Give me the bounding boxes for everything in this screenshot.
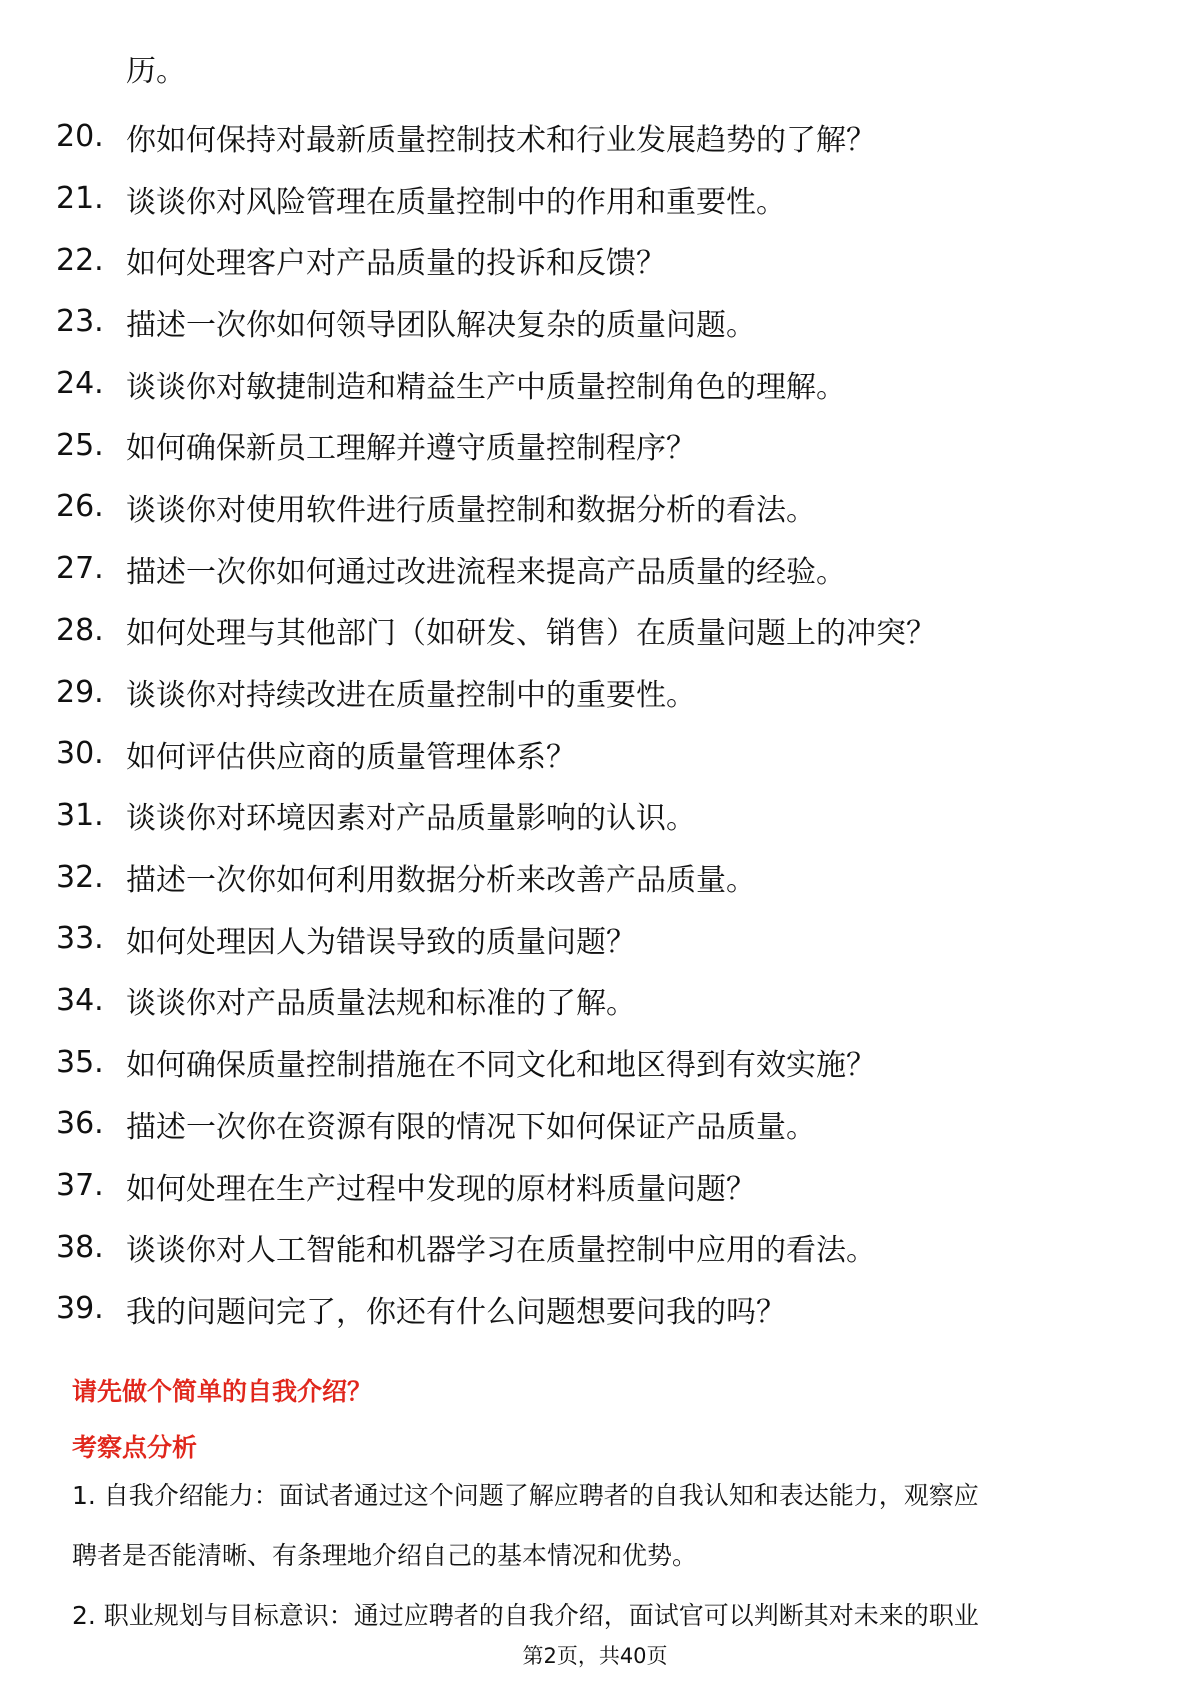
question-number: 33. xyxy=(56,921,104,957)
question-text: 如何评估供应商的质量管理体系？ xyxy=(126,739,576,775)
question-text: 如何处理因人为错误导致的质量问题？ xyxy=(126,924,636,960)
list-item xyxy=(56,476,936,538)
question-text: 描述一次你如何领导团队解决复杂的质量问题。 xyxy=(126,307,756,343)
list-item xyxy=(56,1093,936,1155)
question-text: 谈谈你对环境因素对产品质量影响的认识。 xyxy=(126,801,696,837)
continuation-text: 历。 xyxy=(126,54,186,89)
question-text: 如何确保新员工理解并遵守质量控制程序？ xyxy=(126,431,696,467)
question-number: 25. xyxy=(56,427,104,463)
question-number: 30. xyxy=(56,736,104,772)
question-number: 35. xyxy=(56,1044,104,1080)
question-number: 22. xyxy=(56,242,104,278)
question-text: 谈谈你对使用软件进行质量控制和数据分析的看法。 xyxy=(126,492,816,528)
question-text: 如何处理与其他部门（如研发、销售）在质量问题上的冲突？ xyxy=(126,616,936,652)
question-list xyxy=(56,106,936,1340)
question-number: 28. xyxy=(56,612,104,648)
question-number: 36. xyxy=(56,1106,104,1142)
list-item xyxy=(56,106,936,168)
question-number: 32. xyxy=(56,859,104,895)
list-item xyxy=(56,414,936,476)
list-item xyxy=(56,538,936,600)
question-text: 如何处理客户对产品质量的投诉和反馈？ xyxy=(126,246,666,282)
question-text: 描述一次你如何利用数据分析来改善产品质量。 xyxy=(126,863,756,899)
question-text: 你如何保持对最新质量控制技术和行业发展趋势的了解？ xyxy=(126,122,876,158)
question-number: 38. xyxy=(56,1229,104,1265)
list-item xyxy=(56,970,936,1032)
list-item xyxy=(56,908,936,970)
question-number: 26. xyxy=(56,489,104,525)
question-text: 描述一次你如何通过改进流程来提高产品质量的经验。 xyxy=(126,554,846,590)
question-number: 21. xyxy=(56,181,104,217)
question-number: 27. xyxy=(56,551,104,587)
list-item xyxy=(56,846,936,908)
list-item xyxy=(56,785,936,847)
question-text: 我的问题问完了，你还有什么问题想要问我的吗？ xyxy=(126,1294,786,1330)
question-text: 描述一次你在资源有限的情况下如何保证产品质量。 xyxy=(126,1109,816,1145)
question-text: 谈谈你对风险管理在质量控制中的作用和重要性。 xyxy=(126,184,786,220)
list-item xyxy=(56,1031,936,1093)
list-item xyxy=(56,1155,936,1217)
question-text: 谈谈你对人工智能和机器学习在质量控制中应用的看法。 xyxy=(126,1233,876,1269)
question-text: 谈谈你对持续改进在质量控制中的重要性。 xyxy=(126,678,696,714)
question-number: 31. xyxy=(56,797,104,833)
question-number: 23. xyxy=(56,304,104,340)
list-item xyxy=(56,1216,936,1278)
question-text: 如何处理在生产过程中发现的原材料质量问题？ xyxy=(126,1171,756,1207)
list-item xyxy=(56,353,936,415)
question-number: 24. xyxy=(56,366,104,402)
list-item xyxy=(56,1278,936,1340)
question-number: 39. xyxy=(56,1291,104,1327)
question-number: 20. xyxy=(56,119,104,155)
question-text: 谈谈你对产品质量法规和标准的了解。 xyxy=(126,986,636,1022)
analysis-heading: 考察点分析 xyxy=(72,1433,198,1462)
question-number: 29. xyxy=(56,674,104,710)
point-1-line-2: 聘者是否能清晰、有条理地介绍自己的基本情况和优势。 xyxy=(72,1541,698,1570)
point-1-line-1: 1. 自我介绍能力：面试者通过这个问题了解应聘者的自我认知和表达能力，观察应 xyxy=(72,1481,979,1510)
list-item xyxy=(56,291,936,353)
question-number: 34. xyxy=(56,982,104,1018)
point-2-line-1: 2. 职业规划与目标意识：通过应聘者的自我介绍，面试官可以判断其对未来的职业 xyxy=(72,1601,979,1630)
question-heading: 请先做个简单的自我介绍？ xyxy=(72,1377,373,1406)
list-item xyxy=(56,229,936,291)
question-text: 谈谈你对敏捷制造和精益生产中质量控制角色的理解。 xyxy=(126,369,846,405)
list-item xyxy=(56,661,936,723)
list-item xyxy=(56,168,936,230)
question-number: 37. xyxy=(56,1168,104,1204)
page-number: 第2页，共40页 xyxy=(522,1644,668,1668)
list-item xyxy=(56,600,936,662)
list-item xyxy=(56,723,936,785)
question-text: 如何确保质量控制措施在不同文化和地区得到有效实施？ xyxy=(126,1048,876,1084)
